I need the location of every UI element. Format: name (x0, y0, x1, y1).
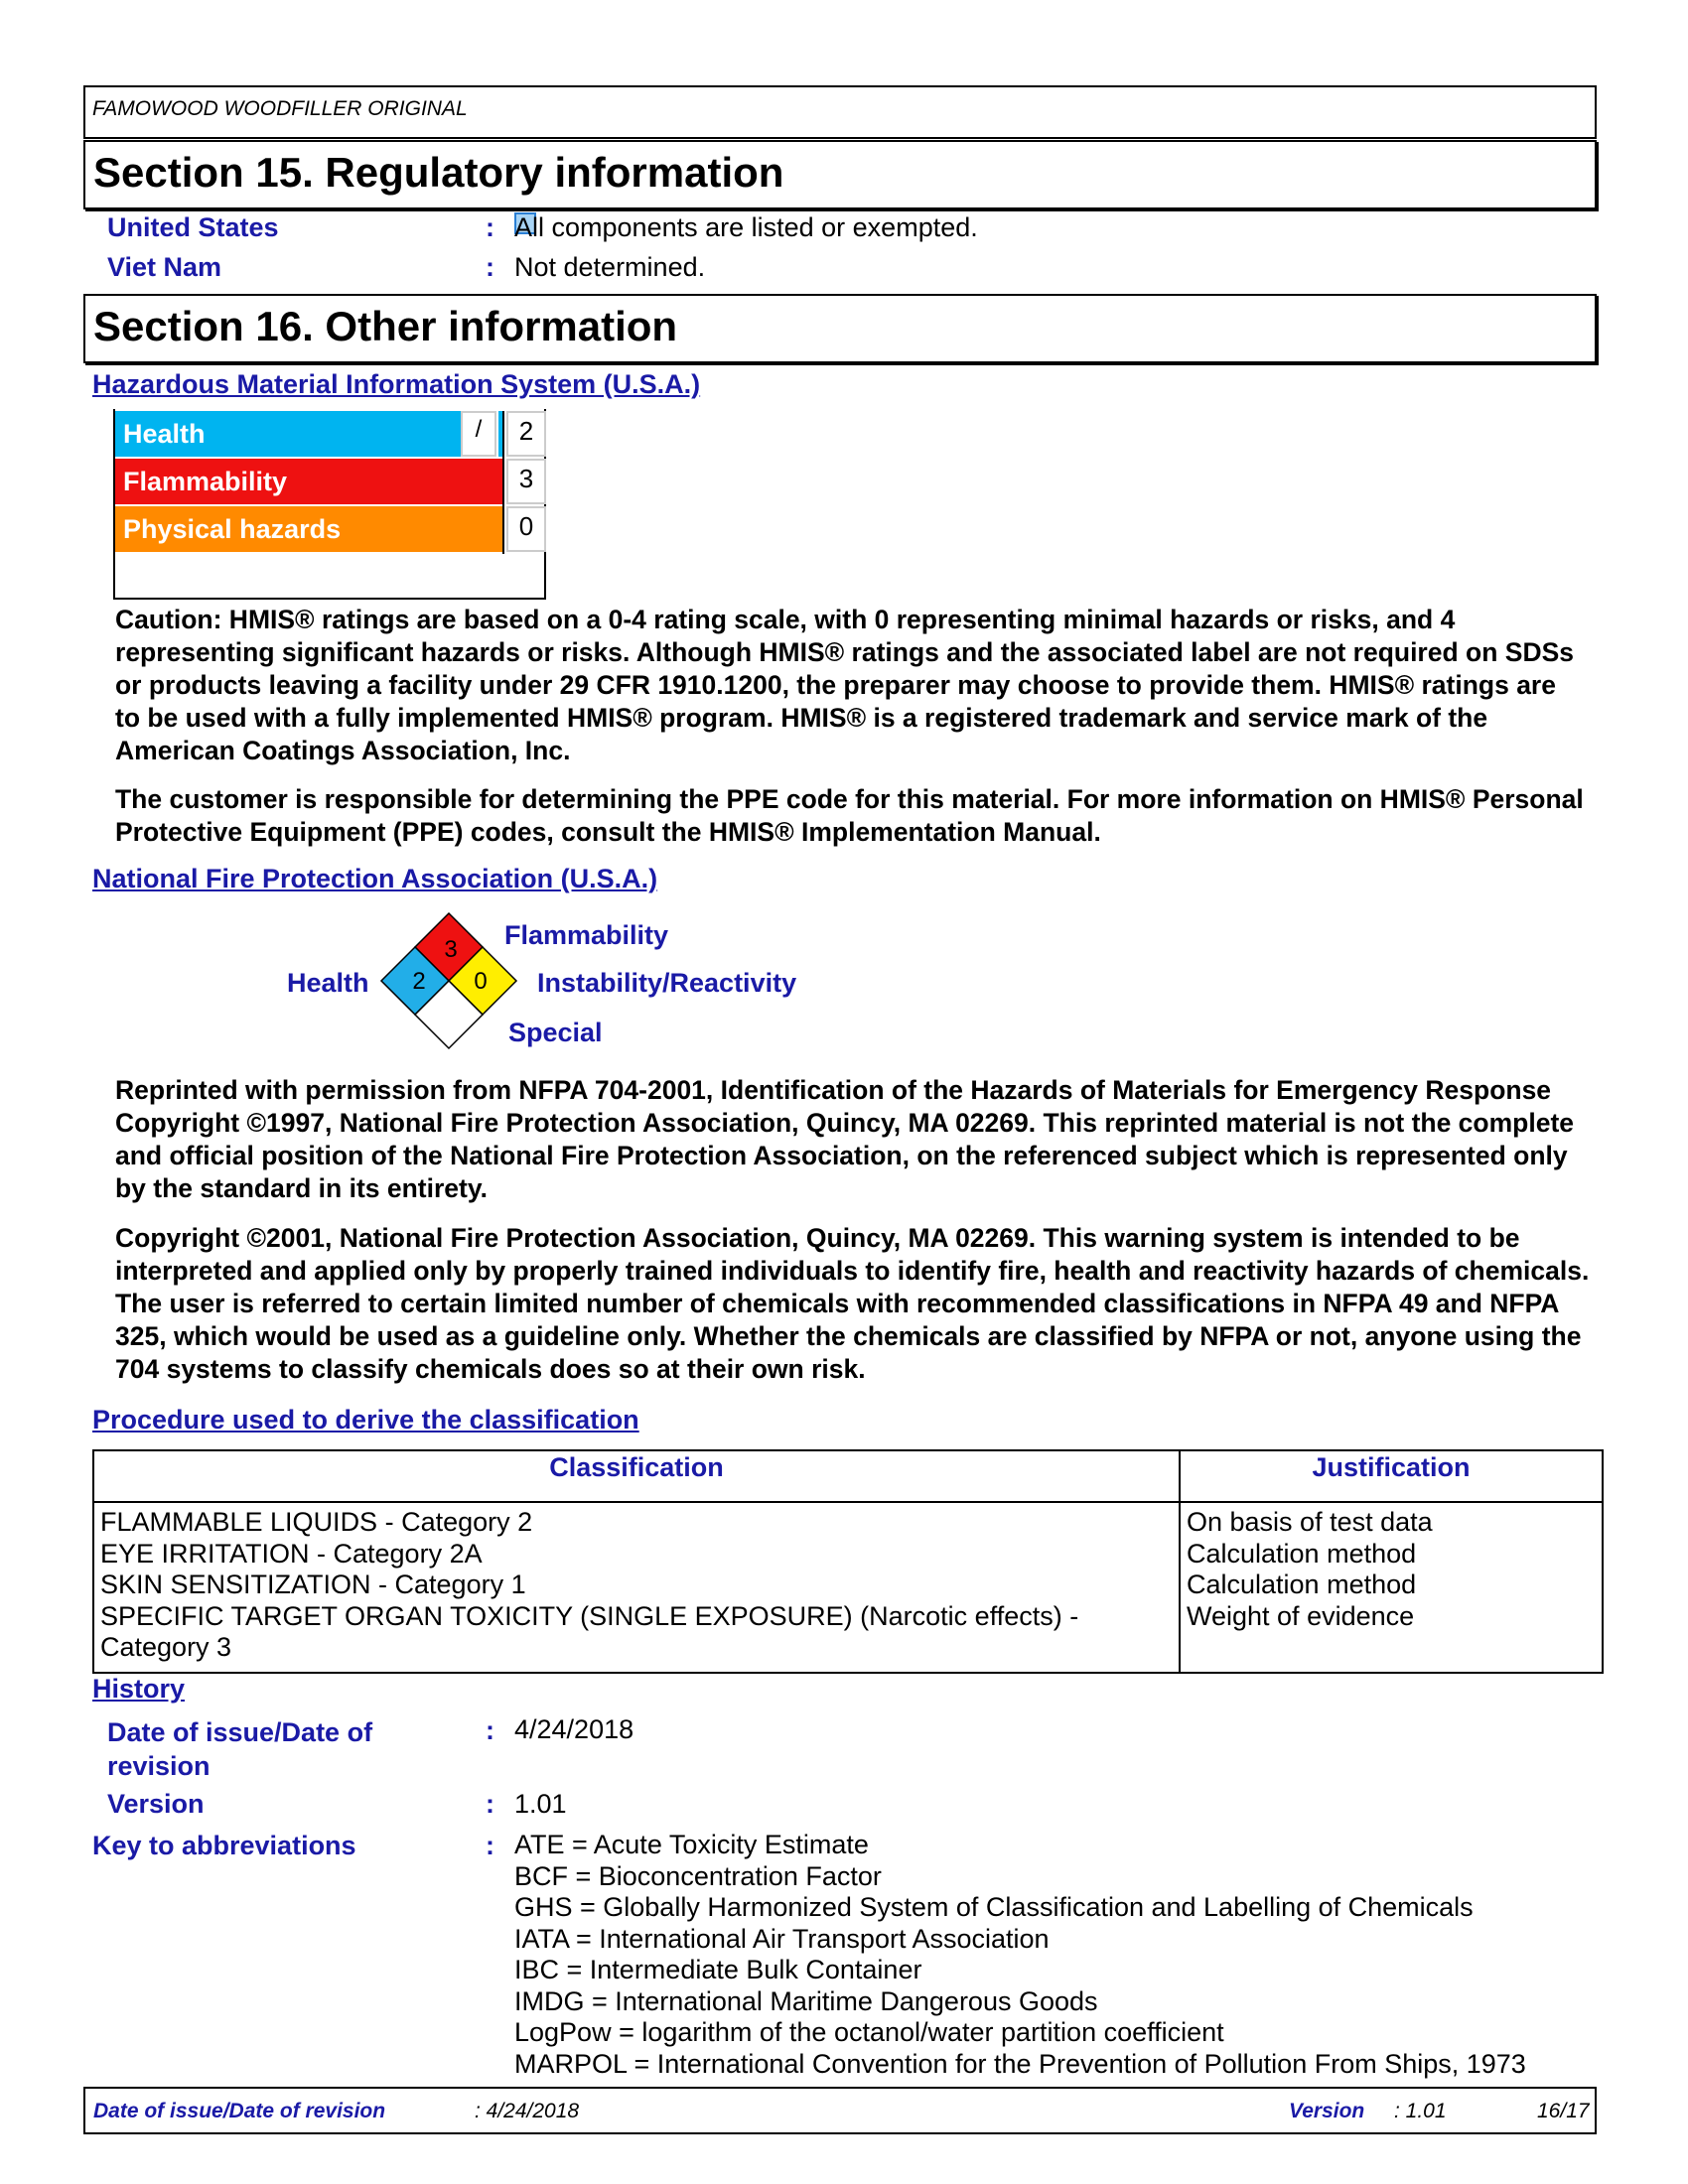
nfpa-flammability-value: 3 (444, 936, 458, 963)
list-item: IBC = Intermediate Bulk Container (514, 1955, 922, 1984)
hmis-chronic-mark: / (475, 416, 483, 443)
hmis-physical-label: Physical hazards (123, 514, 342, 544)
procedure-heading-link[interactable]: Procedure used to derive the classification (92, 1405, 639, 1434)
list-item: IATA = International Air Transport Association (514, 1923, 1050, 1954)
footer-version-label: Version (1289, 2100, 1365, 2122)
justification-column-header: Justification (1180, 1450, 1603, 1502)
footer-date-value: : 4/24/2018 (475, 2100, 580, 2122)
page-footer (83, 2087, 1597, 2134)
list-item: BCF = Bioconcentration Factor (514, 1860, 882, 1891)
section-15-title: Section 15. Regulatory information (83, 140, 1597, 209)
regulatory-value-us: All components are listed or exempted. (514, 212, 978, 242)
product-header (83, 85, 1597, 139)
hmis-health-value: 2 (506, 411, 546, 457)
regulatory-label-us: United States (107, 212, 279, 242)
classification-item: SPECIFIC TARGET ORGAN TOXICITY (SINGLE EXPOSURE) (Narcotic effects) - (100, 1600, 1079, 1631)
classification-item: Category 3 (100, 1632, 232, 1662)
abbreviations-colon: : (486, 1831, 494, 1860)
footer-version-value: : 1.01 (1394, 2100, 1447, 2122)
hmis-caution-text: Caution: HMIS® ratings are based on a 0-4 rating scale, with 0 representing minimal hazards or risks, and 4 representing significant hazards or risks. Although HMIS® ratings and the associated label are not required on SDSs or products leaving a facility under 29 CFR 1910.1200, the preparer may choose to provide them. HMIS® ratings are to be used with a fully implemented HMIS® program. HMIS® is a registered trademark and service mark of the American Coatings Association, Inc. (115, 605, 1574, 765)
hmis-physical-bar (115, 506, 504, 552)
history-heading-link[interactable]: History (92, 1674, 186, 1704)
classification-item: SKIN SENSITIZATION - Category 1 (100, 1570, 526, 1599)
abbreviations-list (514, 1830, 1526, 2080)
list-item: MARPOL = International Convention for the Prevention of Pollution From Ships, 1973 (514, 2048, 1526, 2079)
hmis-flammability-value: 3 (506, 459, 546, 504)
date-of-issue-label-line2: revision (107, 1751, 211, 1781)
hmis-health-label: Health (123, 419, 206, 449)
justification-item: Weight of evidence (1187, 1600, 1415, 1631)
hmis-ppe-text: The customer is responsible for determining the PPE code for this material. For more information on HMIS® Personal Protective Equipment (PPE) codes, consult the HMIS® Implementation Manual. (115, 784, 1584, 847)
version-colon: : (486, 1789, 494, 1819)
table-header-row (93, 1450, 1603, 1502)
nfpa-instability-value: 0 (474, 968, 488, 995)
hmis-flammability-bar (115, 459, 504, 504)
nfpa-health-value: 2 (412, 968, 426, 995)
regulatory-value-vn: Not determined. (514, 252, 706, 282)
justification-cell (1180, 1502, 1603, 1673)
hmis-chronic-box (461, 411, 496, 457)
nfpa-flammability-label: Flammability (504, 920, 669, 950)
abbreviations-label: Key to abbreviations (92, 1831, 356, 1860)
nfpa-health-label: Health (287, 968, 369, 998)
nfpa-reprint-text: Reprinted with permission from NFPA 704-2001, Identification of the Hazards of Materials for Emergency Response Copyright ©1997, National Fire Protection Association, Quincy, MA 02269. This reprinted material is not the complete and official position of the National Fire Protection Association, on the referenced subject which is represented only by the standard in its entirety. (115, 1075, 1575, 1203)
classification-table (92, 1449, 1604, 1674)
footer-date-label: Date of issue/Date of revision (93, 2100, 386, 2122)
regulatory-label-vn: Viet Nam (107, 252, 222, 282)
justification-item: On basis of test data (1187, 1507, 1433, 1537)
date-of-issue-label-line1: Date of issue/Date of (107, 1717, 373, 1747)
section-16-title: Section 16. Other information (83, 294, 1597, 363)
hmis-health-bar (115, 411, 463, 457)
justification-item: Calculation method (1187, 1570, 1417, 1599)
version-value: 1.01 (514, 1789, 567, 1819)
regulatory-colon-vn: : (486, 252, 494, 282)
date-of-issue-value: 4/24/2018 (514, 1714, 634, 1744)
regulatory-colon-us: : (486, 212, 494, 242)
footer-page-number: 16/17 (1537, 2100, 1590, 2122)
hmis-heading-link[interactable]: Hazardous Material Information System (U.S.A.) (92, 369, 701, 399)
classification-cell (93, 1502, 1180, 1673)
list-item: LogPow = logarithm of the octanol/water partition coefficient (514, 2017, 1224, 2047)
nfpa-special-label: Special (508, 1018, 603, 1047)
nfpa-copyright-text: Copyright ©2001, National Fire Protection Association, Quincy, MA 02269. This warning system is intended to be interpreted and applied only by properly trained individuals to identify fire, health and reactivity hazards of chemicals. The user is referred to certain limited number of chemicals with recommended classifications in NFPA 49 and NFPA 325, which would be used as a guideline only. Whether the chemicals are classified by NFPA or not, anyone using the 704 systems to classify chemicals does so at their own risk. (115, 1223, 1590, 1384)
justification-item: Calculation method (1187, 1538, 1417, 1569)
nfpa-heading-link[interactable]: National Fire Protection Association (U.S.A.) (92, 864, 658, 893)
version-label: Version (107, 1789, 205, 1819)
hmis-flammability-label: Flammability (123, 467, 288, 496)
nfpa-diamond (379, 911, 518, 1050)
table-row (93, 1502, 1603, 1673)
product-name: FAMOWOOD WOODFILLER ORIGINAL (92, 97, 468, 120)
nfpa-instability-label: Instability/Reactivity (537, 968, 797, 998)
date-of-issue-label (107, 1715, 372, 1783)
classification-item: FLAMMABLE LIQUIDS - Category 2 (100, 1507, 533, 1537)
classification-column-header: Classification (93, 1450, 1180, 1502)
hmis-bar-edge (502, 411, 504, 554)
list-item: GHS = Globally Harmonized System of Classification and Labelling of Chemicals (514, 1892, 1474, 1922)
list-item: ATE = Acute Toxicity Estimate (514, 1830, 869, 1859)
classification-item: EYE IRRITATION - Category 2A (100, 1538, 483, 1569)
list-item: IMDG = International Maritime Dangerous Goods (514, 1985, 1098, 2016)
hmis-physical-value: 0 (506, 506, 546, 552)
date-colon: : (486, 1715, 494, 1745)
